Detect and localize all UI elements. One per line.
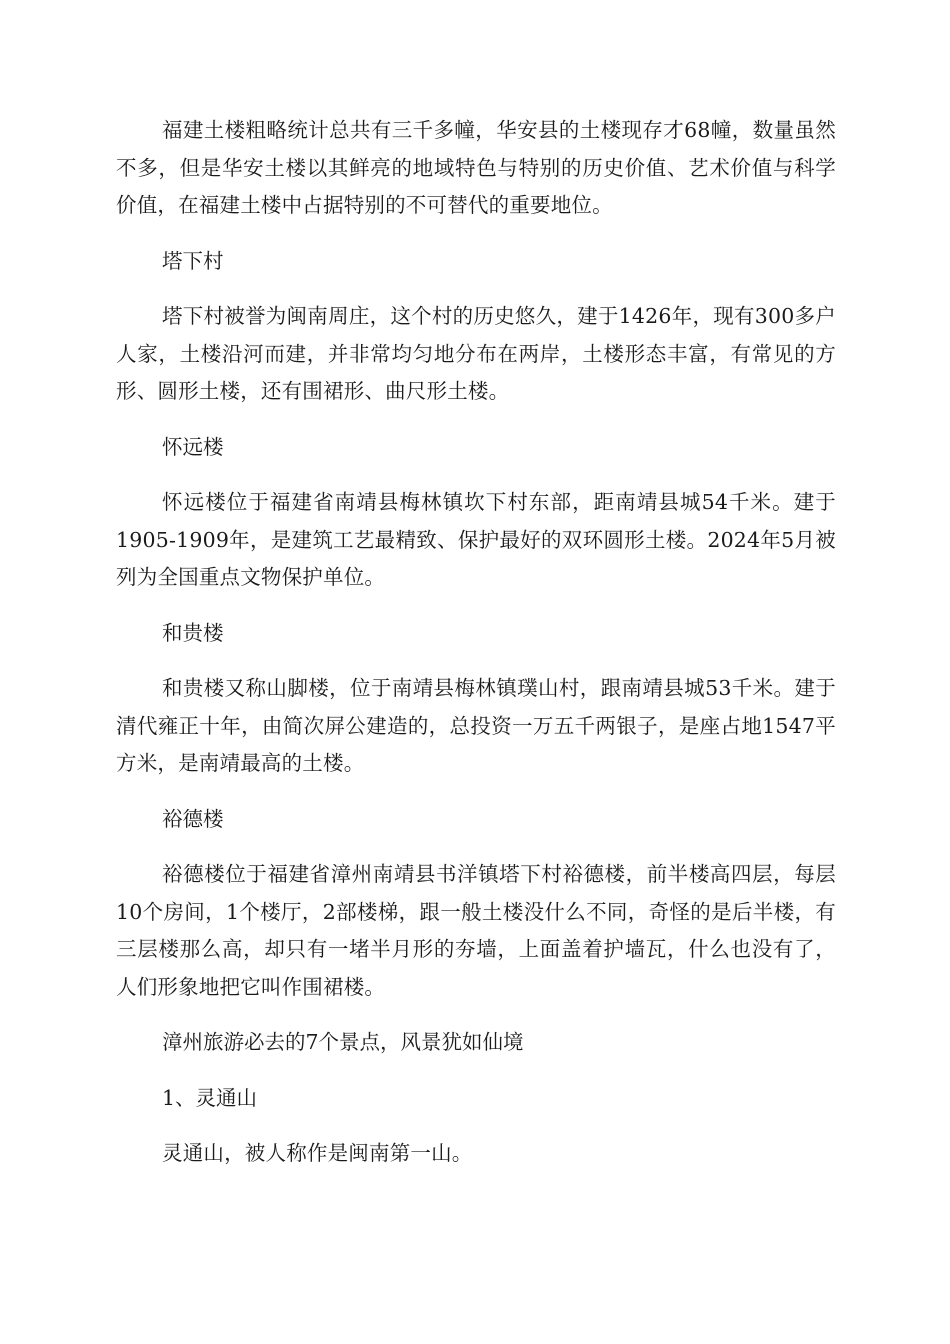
yude-paragraph: 裕德楼位于福建省漳州南靖县书洋镇塔下村裕德楼，前半楼高四层，每层10个房间，1个楼厅，2部楼梯，跟一般土楼没什么不同，奇怪的是后半楼，有三层楼那么高，却只有一堵半月形的夯墙，上面盖着护墙瓦，什么也没有了，人们形象地把它叫作围裙楼。 [116, 862, 836, 999]
section-heading-huaiyuan: 怀远楼 [162, 434, 224, 459]
document-body [116, 112, 836, 1191]
huaiyuan-paragraph: 怀远楼位于福建省南靖县梅林镇坎下村东部，距南靖县城54千米。建于1905-1909年，是建筑工艺最精致、保护最好的双环圆形土楼。2024年5月被列为全国重点文物保护单位。 [116, 490, 836, 589]
hegui-paragraph: 和贵楼又称山脚楼，位于南靖县梅林镇璞山村，跟南靖县城53千米。建于清代雍正十年，由简次屏公建造的，总投资一万五千两银子，是座占地1547平方米，是南靖最高的土楼。 [116, 676, 836, 775]
section-heading-lingtong: 1、灵通山 [162, 1085, 258, 1110]
section-heading-taxia: 塔下村 [162, 248, 224, 273]
taxia-paragraph: 塔下村被誉为闽南周庄，这个村的历史悠久，建于1426年，现有300多户人家，土楼沿河而建，并非常均匀地分布在两岸，土楼形态丰富，有常见的方形、圆形土楼，还有围裙形、曲尺形土楼。 [116, 304, 836, 403]
section-heading-hegui: 和贵楼 [162, 620, 224, 645]
intro-paragraph: 福建土楼粗略统计总共有三千多幢，华安县的土楼现存才68幢，数量虽然不多，但是华安土楼以其鲜亮的地域特色与特别的历史价值、艺术价值与科学价值，在福建土楼中占据特别的不可替代的重要地位。 [116, 118, 836, 217]
section-heading-yude: 裕德楼 [162, 806, 224, 831]
section-heading-zhangzhou: 漳州旅游必去的7个景点，风景犹如仙境 [162, 1030, 524, 1054]
lingtong-paragraph: 灵通山，被人称作是闽南第一山。 [162, 1141, 473, 1165]
